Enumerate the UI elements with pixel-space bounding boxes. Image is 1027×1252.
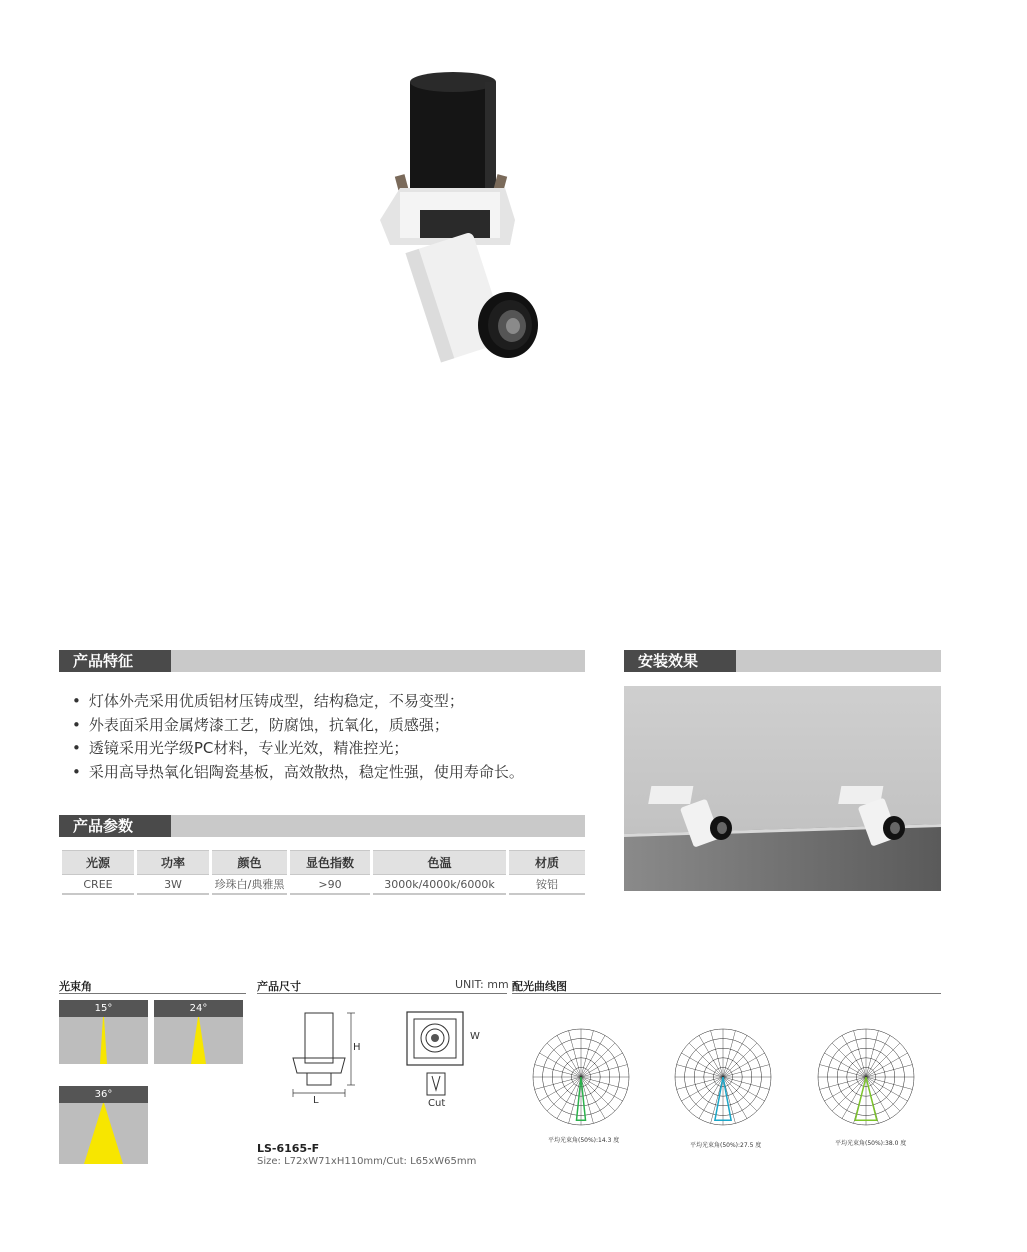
photometric-rule [512,993,941,994]
params-title: 产品参数 [59,815,171,837]
beam-36 [59,1086,148,1164]
dim-label-h: H [353,1042,361,1053]
dim-label-cut: Cut [428,1098,446,1109]
polar-diagram [523,1017,653,1137]
dims-unit: UNIT: mm [455,978,509,991]
dims-title: 产品尺寸 [257,980,301,993]
beam-cone-icon [59,1017,148,1064]
param-header: 材质 [509,850,585,875]
param-header: 颜色 [212,850,287,875]
install-title: 安装效果 [624,650,736,672]
params-value-row [62,875,585,895]
dimension-drawing-top [405,1010,475,1110]
beam-24 [154,1000,243,1064]
product-image [370,70,560,365]
polar-caption: 平均光束角(50%):27.5 度 [690,1142,762,1149]
beam-angle-label: 36° [59,1086,148,1103]
param-header: 功率 [137,850,209,875]
beam-15 [59,1000,148,1064]
beam-title: 光束角 [59,980,92,993]
feature-item: • 外表面采用金属烤漆工艺，防腐蚀，抗氧化，质感强； [72,714,524,738]
dim-label-l: L [313,1095,319,1106]
params-table [59,850,588,895]
dim-label-w: W [470,1031,480,1042]
model-number: LS-6165-F [257,1142,320,1155]
param-value: 珍珠白/典雅黑 [212,875,287,895]
features-list [72,690,524,784]
param-value: 铵铝 [509,875,585,895]
beam-rule [59,993,246,994]
polar-diagram [808,1017,938,1137]
param-header: 色温 [373,850,506,875]
beam-angle-label: 24° [154,1000,243,1017]
dimension-drawing-side [285,1008,365,1108]
beam-angle-label: 15° [59,1000,148,1017]
model-size: Size: L72xW71xH110mm/Cut: L65xW65mm [257,1156,477,1167]
beam-cone-icon [59,1103,148,1164]
photometric-title: 配光曲线图 [512,980,567,993]
features-header [59,650,585,672]
install-photo [624,686,941,891]
param-value: >90 [290,875,370,895]
feature-item: • 灯体外壳采用优质铝材压铸成型，结构稳定，不易变型； [72,690,524,714]
dims-rule [257,993,507,994]
param-value: 3000k/4000k/6000k [373,875,506,895]
install-header [624,650,941,672]
polar-diagram [665,1017,795,1137]
feature-item: • 采用高导热氧化铝陶瓷基板，高效散热，稳定性强，使用寿命长。 [72,761,524,785]
params-header [59,815,585,837]
param-value: 3W [137,875,209,895]
param-value: CREE [62,875,134,895]
beam-cone-icon [154,1017,243,1064]
polar-caption: 平均光束角(50%):14.3 度 [548,1137,620,1144]
param-header: 显色指数 [290,850,370,875]
polar-caption: 平均光束角(50%):38.0 度 [835,1140,907,1147]
features-title: 产品特征 [59,650,171,672]
feature-item: • 透镜采用光学级PC材料，专业光效，精准控光； [72,737,524,761]
param-header: 光源 [62,850,134,875]
params-header-row [62,850,585,875]
